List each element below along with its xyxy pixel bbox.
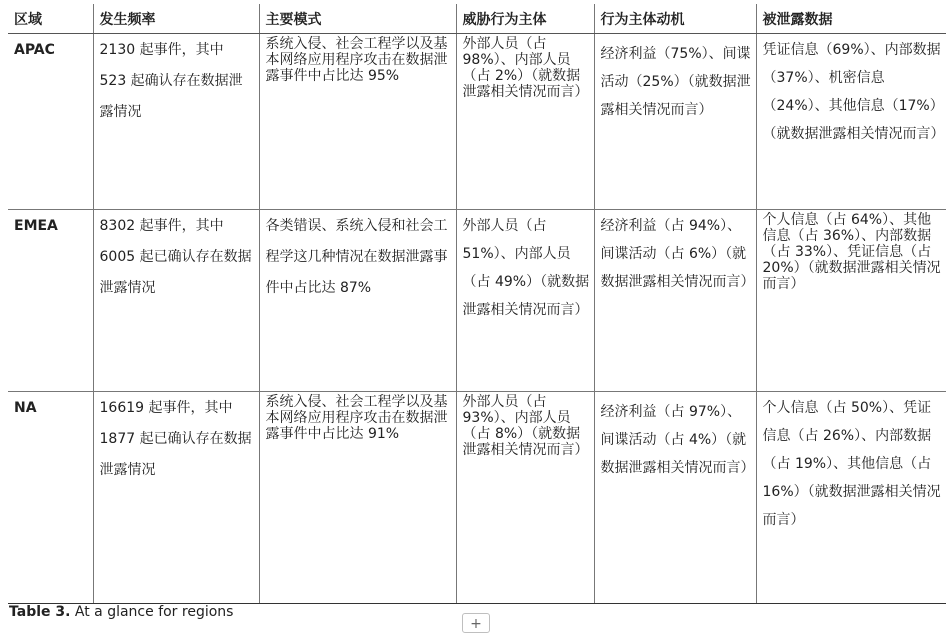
header-frequency: 发生频率 xyxy=(93,4,259,34)
regions-table xyxy=(8,4,946,604)
table-row xyxy=(8,210,946,392)
cell-motives: 经济利益（75%）、间谍活动（25%）（就数据泄露相关情况而言） xyxy=(594,34,756,210)
table-row xyxy=(8,34,946,210)
cell-region: APAC xyxy=(8,34,93,210)
header-region: 区域 xyxy=(8,4,93,34)
add-button[interactable]: + xyxy=(462,613,490,633)
table-caption xyxy=(9,604,233,620)
cell-actors: 外部人员（占 51%）、内部人员（占 49%）（就数据泄露相关情况而言） xyxy=(456,210,594,392)
header-actors: 威胁行为主体 xyxy=(456,4,594,34)
cell-region: EMEA xyxy=(8,210,93,392)
table-row xyxy=(8,392,946,604)
cell-patterns: 各类错误、系统入侵和社会工程学这几种情况在数据泄露事件中占比达 87% xyxy=(259,210,456,392)
cell-patterns: 系统入侵、社会工程学以及基本网络应用程序攻击在数据泄露事件中占比达 91% xyxy=(259,392,456,604)
table-header-row xyxy=(8,4,946,34)
cell-region: NA xyxy=(8,392,93,604)
cell-actors: 外部人员（占 98%）、内部人员（占 2%）（就数据泄露相关情况而言） xyxy=(456,34,594,210)
header-patterns: 主要模式 xyxy=(259,4,456,34)
header-data: 被泄露数据 xyxy=(756,4,946,34)
cell-frequency: 8302 起事件，其中 6005 起已确认存在数据泄露情况 xyxy=(93,210,259,392)
caption-label: Table 3. xyxy=(9,604,71,620)
caption-text: At a glance for regions xyxy=(70,604,234,620)
cell-frequency: 16619 起事件，其中 1877 起已确认存在数据泄露情况 xyxy=(93,392,259,604)
cell-motives: 经济利益（占 94%）、间谍活动（占 6%）（就数据泄露相关情况而言） xyxy=(594,210,756,392)
cell-motives: 经济利益（占 97%）、间谍活动（占 4%）（就数据泄露相关情况而言） xyxy=(594,392,756,604)
cell-data: 个人信息（占 64%）、其他信息（占 36%）、内部数据（占 33%）、凭证信息（占 20%）（就数据泄露相关情况而言） xyxy=(756,210,946,392)
cell-actors: 外部人员（占 93%）、内部人员（占 8%）（就数据泄露相关情况而言） xyxy=(456,392,594,604)
cell-data: 凭证信息（69%）、内部数据（37%）、机密信息（24%）、其他信息（17%）（就数据泄露相关情况而言） xyxy=(756,34,946,210)
header-motives: 行为主体动机 xyxy=(594,4,756,34)
cell-patterns: 系统入侵、社会工程学以及基本网络应用程序攻击在数据泄露事件中占比达 95% xyxy=(259,34,456,210)
cell-frequency: 2130 起事件，其中 523 起确认存在数据泄露情况 xyxy=(93,34,259,210)
cell-data: 个人信息（占 50%）、凭证信息（占 26%）、内部数据（占 19%）、其他信息（占 16%）（就数据泄露相关情况而言） xyxy=(756,392,946,604)
